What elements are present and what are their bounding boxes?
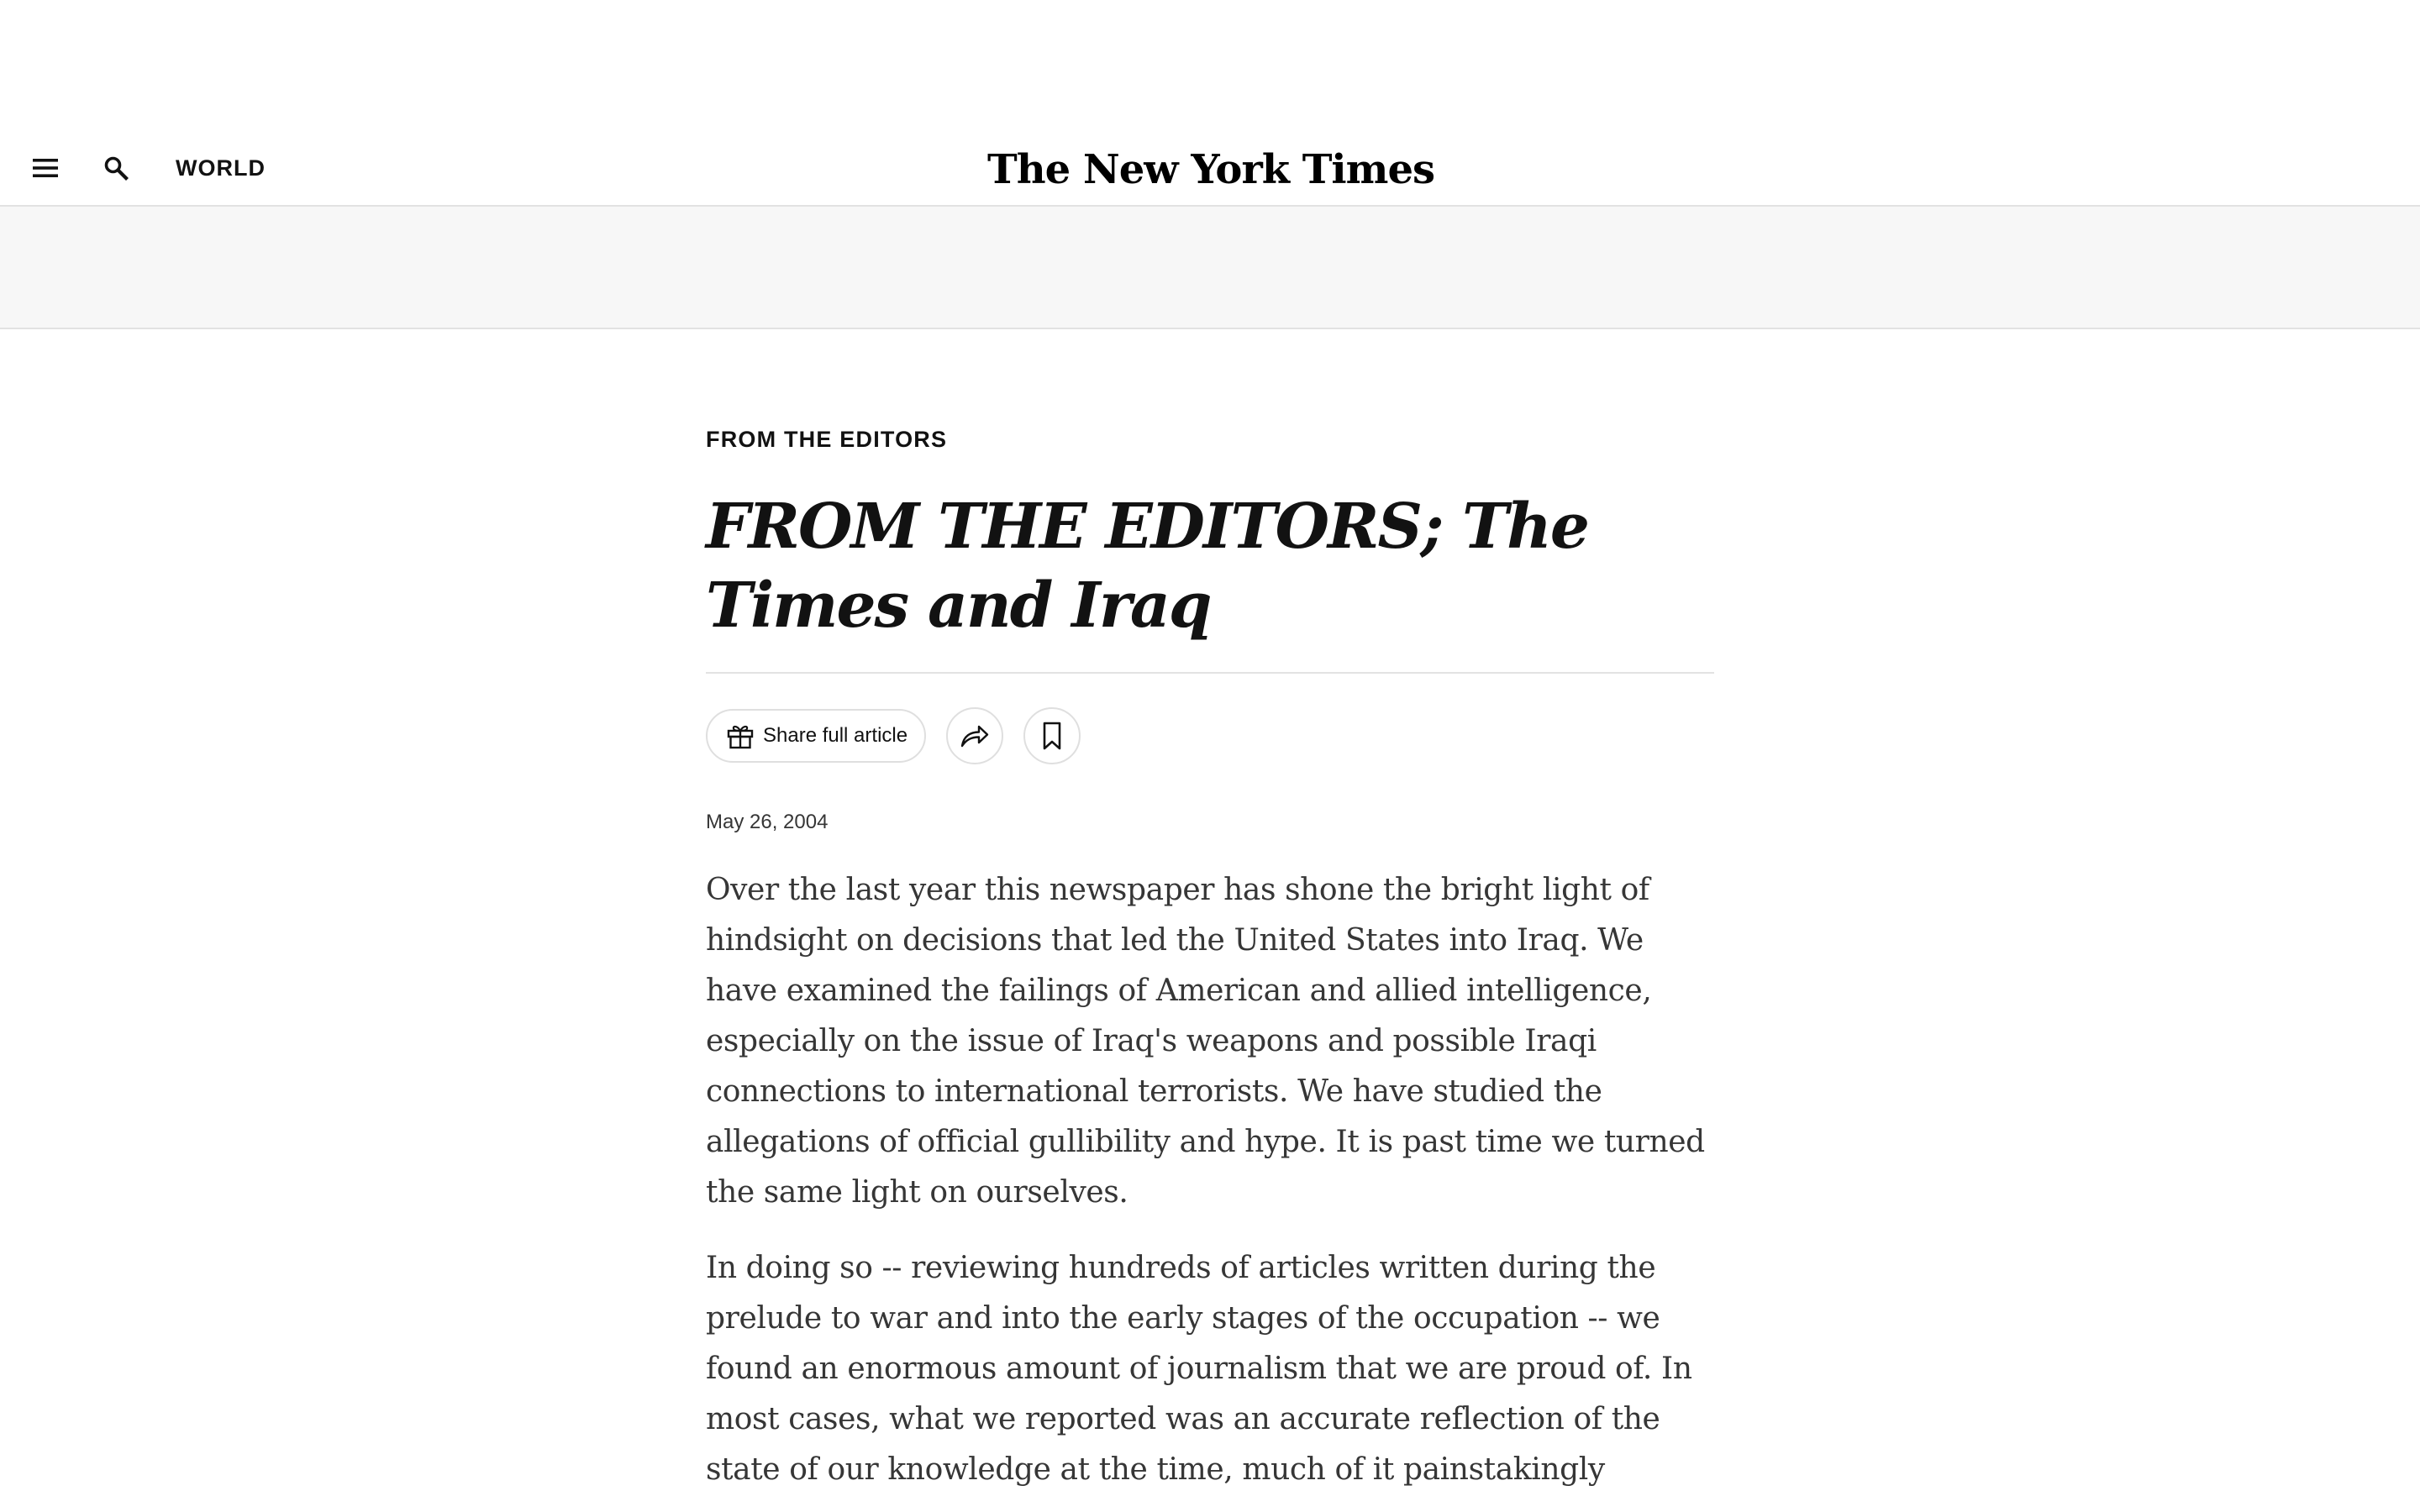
section-link-world[interactable]: WORLD	[176, 155, 266, 181]
article-kicker[interactable]: FROM THE EDITORS	[706, 427, 948, 452]
menu-button[interactable]	[29, 151, 62, 185]
share-arrow-icon	[960, 723, 990, 748]
search-button[interactable]	[97, 150, 134, 186]
ad-placeholder-band	[0, 207, 2420, 329]
article-headline: FROM THE EDITORS; The Times and Iraq	[706, 491, 1589, 642]
share-button[interactable]	[946, 707, 1003, 764]
share-full-article-button[interactable]	[706, 709, 926, 763]
headline-divider	[706, 672, 1714, 674]
nyt-logo[interactable]: The New York Times	[987, 146, 1434, 193]
share-full-article-label: Share full article	[763, 724, 908, 747]
hamburger-menu-icon	[33, 158, 58, 178]
article-body	[706, 865, 1714, 1512]
share-toolbar	[706, 707, 1081, 764]
article-paragraph: In doing so -- reviewing hundreds of articles written during the prelude to war and into the early stages of the occupation -- we found an enormous amount of journalism that we are proud of. In most cases, what we reported was an accurate reflection of the state of our knowledge at the time, much of it painstakingly	[706, 1251, 1692, 1487]
article-paragraph: Over the last year this newspaper has shone the bright light of hindsight on decisions that led the United States into Iraq. We have examined the failings of American and allied intelligence, especially on the issue of Iraq's weapons and possible Iraqi connections to international terrorists. We have studied the allegations of official gullibility and hype. It is past time we turned the same light on ourselves.	[706, 873, 1705, 1210]
article-date: May 26, 2004	[706, 811, 829, 833]
masthead	[0, 0, 2420, 207]
gift-icon	[726, 722, 755, 750]
bookmark-icon	[1041, 721, 1063, 751]
save-bookmark-button[interactable]	[1023, 707, 1081, 764]
search-icon	[103, 155, 129, 181]
